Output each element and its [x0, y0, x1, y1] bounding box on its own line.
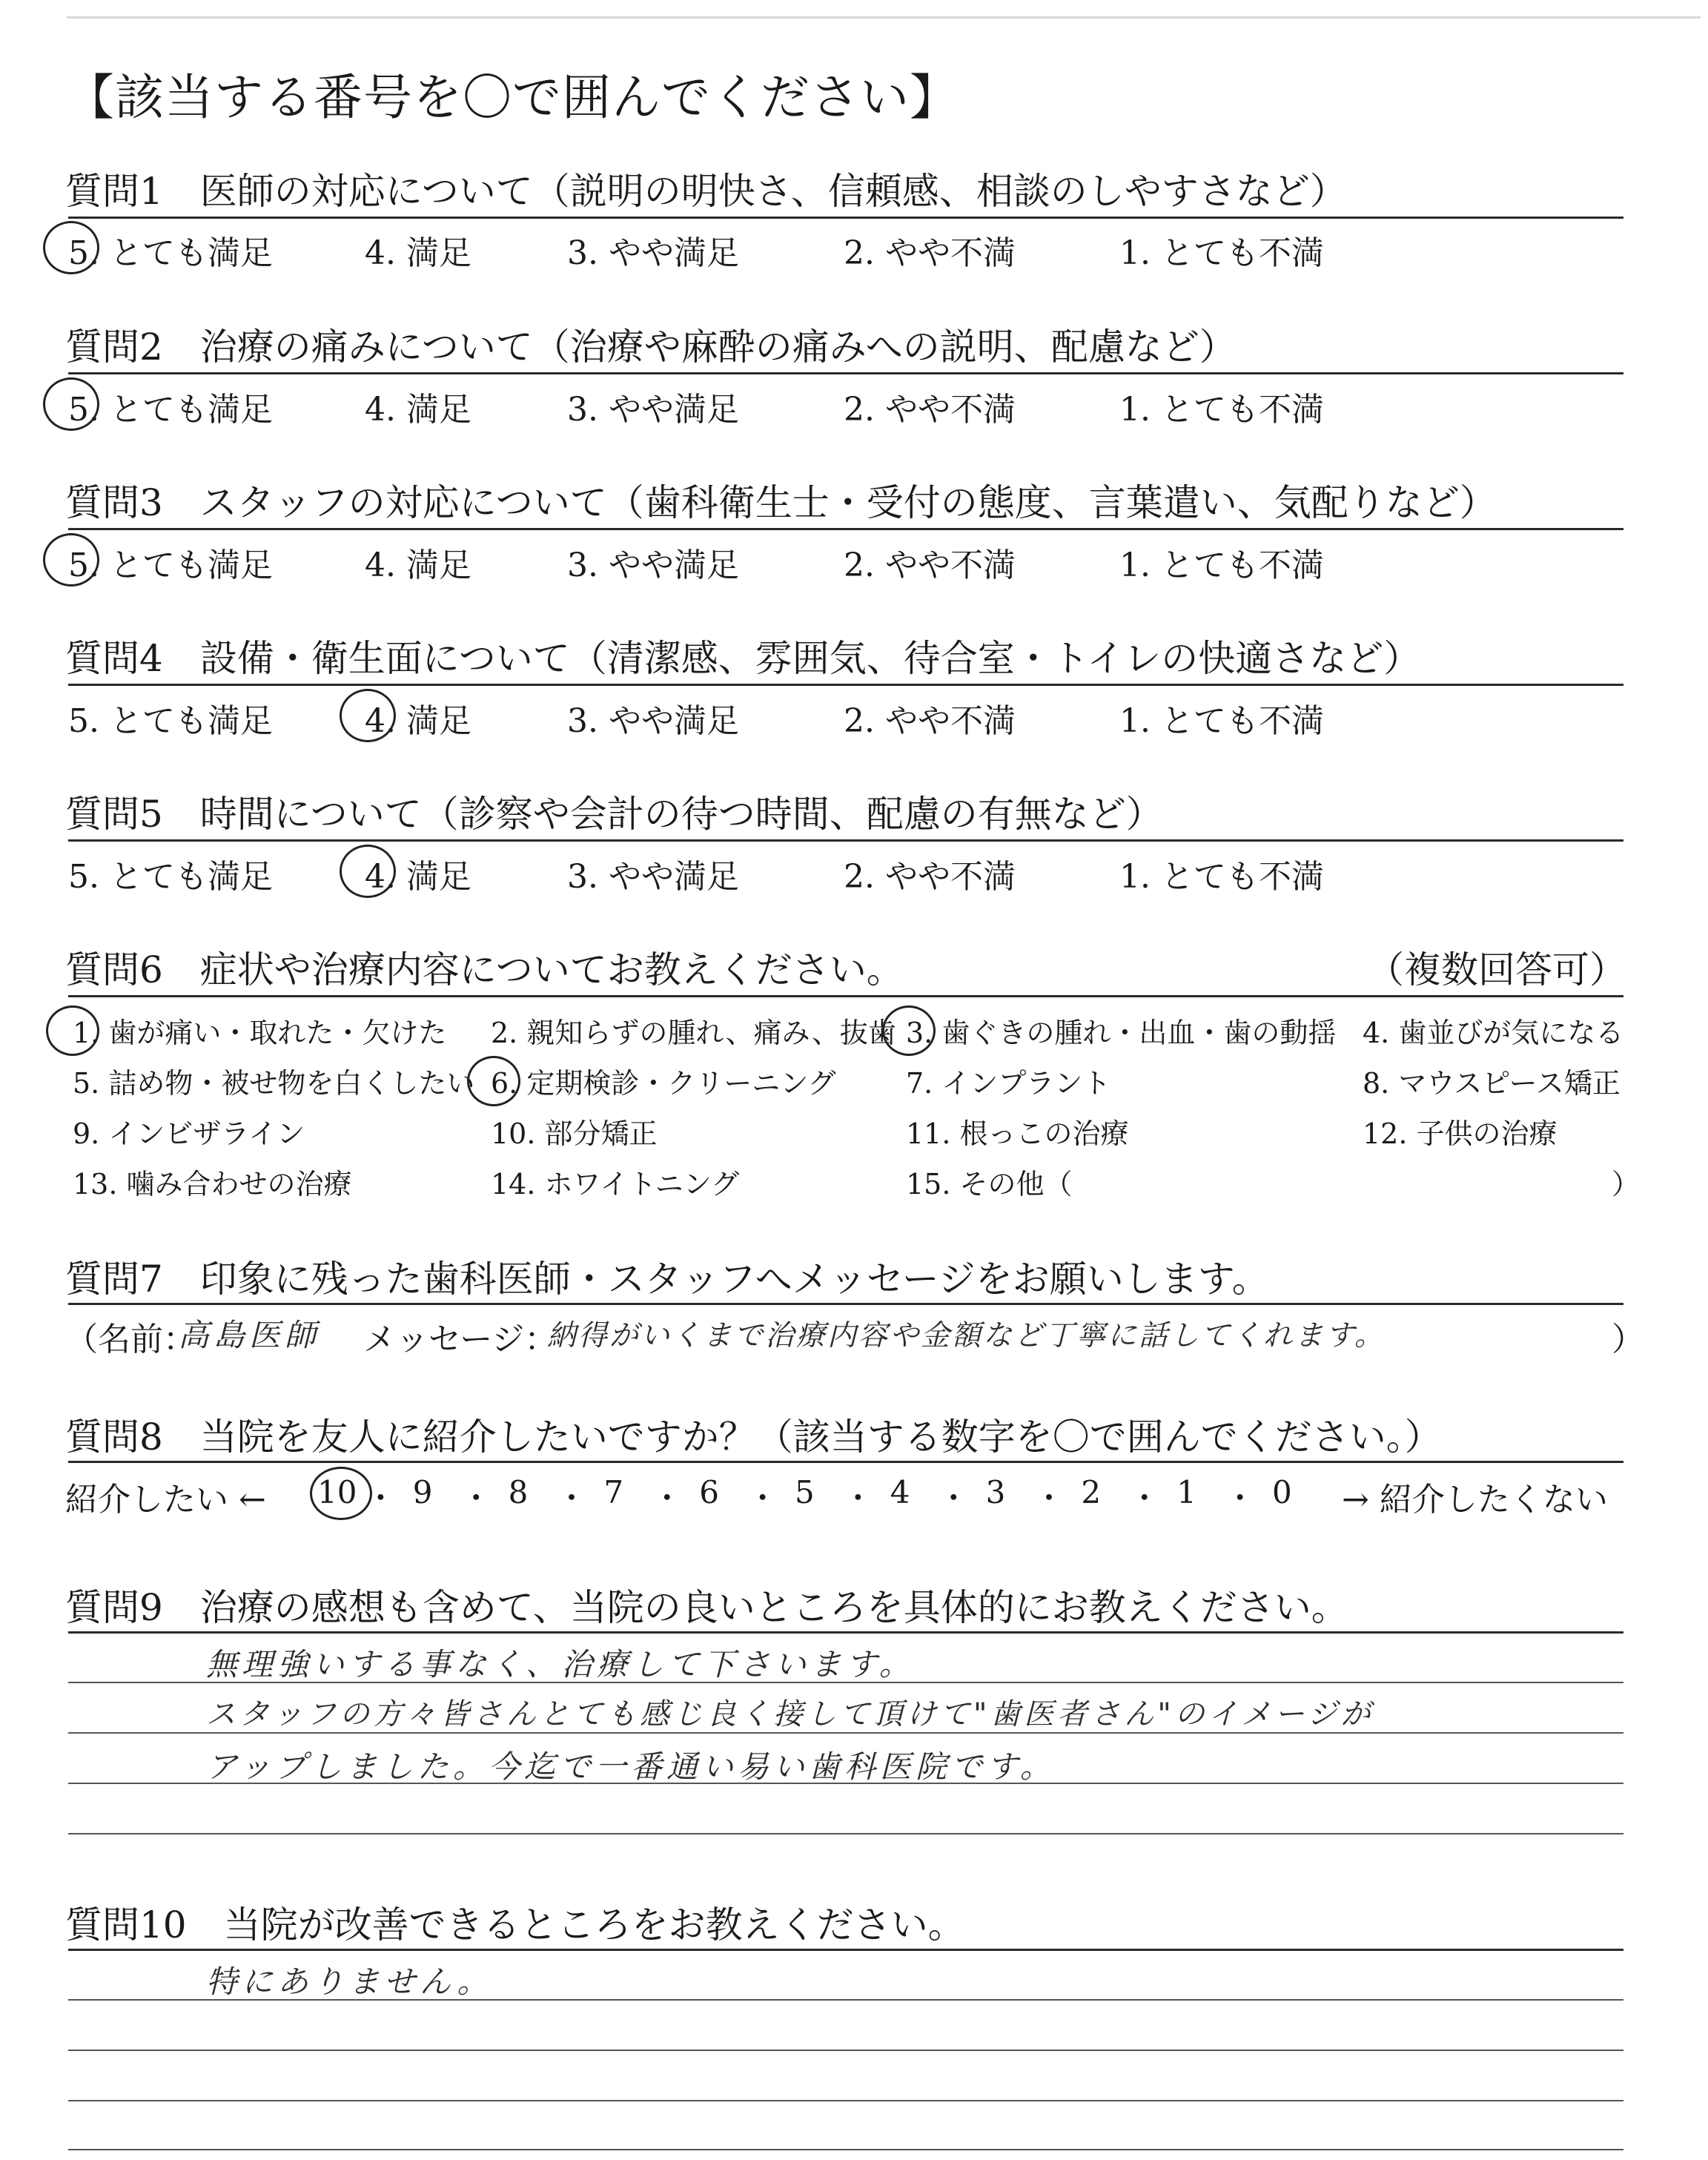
q6-option-9[interactable]: 9. インビザライン: [73, 1117, 305, 1150]
q1-option-3[interactable]: 3. やや満足: [567, 234, 739, 272]
q8-right-label: → 紹介したくない: [1342, 1481, 1608, 1519]
q4-heading: 質問4 設備・衛生面について（清潔感、雰囲気、待合室・トイレの快適さなど）: [65, 637, 1421, 680]
q9-line-rule-4: [68, 1833, 1623, 1834]
q5-rule: [68, 839, 1623, 842]
q6-heading: 質問6 症状や治療内容についてお教えください。: [65, 948, 904, 991]
q9-rule: [68, 1631, 1623, 1634]
q3-option-3[interactable]: 3. やや満足: [567, 546, 739, 584]
q8-scale-value-1[interactable]: 1: [1176, 1474, 1196, 1510]
q8-scale-value-8[interactable]: 8: [508, 1474, 529, 1510]
q9-answer-line-2[interactable]: スタッフの方々皆さんとても感じ良く接して頂けて"歯医者さん"のイメージが: [206, 1697, 1374, 1731]
q1-option-1[interactable]: 1. とても不満: [1119, 234, 1324, 272]
q6-option-8[interactable]: 8. マウスピース矯正: [1363, 1067, 1621, 1100]
q5-selection-circle: [340, 845, 396, 898]
q4-option-5[interactable]: 5. とても満足: [68, 702, 273, 740]
q8-scale-separator: ・: [938, 1480, 970, 1516]
q7-heading: 質問7 印象に残った歯科医師・スタッフへメッセージをお願いします。: [65, 1258, 1269, 1301]
q5-option-5[interactable]: 5. とても満足: [68, 858, 273, 896]
q8-scale-value-3[interactable]: 3: [985, 1474, 1006, 1510]
q6-option-2[interactable]: 2. 親知らずの腫れ、痛み、抜歯: [491, 1017, 896, 1049]
q7-close: ）: [1612, 1321, 1644, 1358]
q1-heading: 質問1 医師の対応について（説明の明快さ、信頼感、相談のしやすさなど）: [65, 170, 1347, 213]
q3-option-2[interactable]: 2. やや不満: [844, 546, 1016, 584]
q5-heading: 質問5 時間について（診察や会計の待つ時間、配慮の有無など）: [65, 793, 1163, 836]
q6-option-15[interactable]: 15. その他（: [906, 1168, 1073, 1200]
q2-heading: 質問2 治療の痛みについて（治療や麻酔の痛みへの説明、配慮など）: [65, 326, 1237, 369]
q8-heading: 質問8 当院を友人に紹介したいですか？（該当する数字を〇で囲んでください。）: [65, 1416, 1442, 1459]
q7-message-label: メッセージ：: [363, 1321, 557, 1358]
q9-answer-line-3[interactable]: アップしました。今迄で一番通い易い歯科医院です。: [206, 1748, 1056, 1785]
q8-scale-value-2[interactable]: 2: [1081, 1474, 1102, 1510]
q9-answer-line-1[interactable]: 無理強いする事なく、治療して下さいます。: [206, 1646, 915, 1682]
q5-option-3[interactable]: 3. やや満足: [567, 858, 739, 896]
q8-scale-value-6[interactable]: 6: [699, 1474, 719, 1510]
q5-option-2[interactable]: 2. やや不満: [844, 858, 1016, 896]
q7-message-value[interactable]: 納得がいくまで治療内容や金額など丁寧に話してくれます。: [547, 1319, 1386, 1353]
q6-option-12[interactable]: 12. 子供の治療: [1363, 1117, 1558, 1150]
top-border: [67, 16, 1701, 19]
q10-line-rule-2: [68, 2050, 1623, 2051]
q8-scale-value-7[interactable]: 7: [603, 1474, 624, 1510]
q10-rule: [68, 1949, 1623, 1951]
q6-selection-circle-1: [46, 1005, 99, 1056]
q10-heading: 質問10 当院が改善できるところをお教えください。: [65, 1903, 965, 1946]
q8-scale-separator: ・: [1128, 1480, 1160, 1516]
q9-heading: 質問9 治療の感想も含めて、当院の良いところを具体的にお教えください。: [65, 1586, 1348, 1629]
q3-selection-circle: [43, 533, 99, 587]
q6-option-14[interactable]: 14. ホワイトニング: [491, 1168, 740, 1200]
q4-selection-circle: [340, 689, 396, 742]
q6-option-3[interactable]: 3. 歯ぐきの腫れ・出血・歯の動揺: [906, 1017, 1337, 1049]
q2-option-5[interactable]: 5. とても満足: [68, 391, 273, 429]
q10-answer-line-1[interactable]: 特にありません。: [206, 1964, 493, 2000]
q8-scale-separator: ・: [1224, 1480, 1256, 1516]
q4-rule: [68, 684, 1623, 686]
q7-name-value[interactable]: 高島医師: [178, 1317, 321, 1353]
q6-option-7[interactable]: 7. インプラント: [906, 1067, 1111, 1100]
q6-option-1[interactable]: 1. 歯が痛い・取れた・欠けた: [73, 1017, 447, 1049]
q3-option-5[interactable]: 5. とても満足: [68, 546, 273, 584]
q8-left-label: 紹介したい ←: [65, 1481, 266, 1519]
q1-option-4[interactable]: 4. 満足: [365, 234, 471, 272]
q4-option-3[interactable]: 3. やや満足: [567, 702, 739, 740]
q8-scale-value-4[interactable]: 4: [890, 1474, 910, 1510]
q8-scale-separator: ・: [842, 1480, 874, 1516]
q2-option-1[interactable]: 1. とても不満: [1119, 391, 1324, 429]
q6-note: （複数回答可）: [1367, 948, 1626, 991]
q8-scale-separator: ・: [1033, 1480, 1065, 1516]
q10-line-rule-4: [68, 2149, 1623, 2150]
q6-selection-circle-6: [467, 1056, 520, 1106]
q1-option-5[interactable]: 5. とても満足: [68, 234, 273, 272]
q1-rule: [68, 217, 1623, 219]
q1-selection-circle: [43, 221, 99, 274]
q2-rule: [68, 372, 1623, 374]
q7-rule: [68, 1303, 1623, 1305]
q8-scale-value-0[interactable]: 0: [1272, 1474, 1292, 1510]
q4-option-1[interactable]: 1. とても不満: [1119, 702, 1324, 740]
q2-option-2[interactable]: 2. やや不満: [844, 391, 1016, 429]
q8-scale-value-5[interactable]: 5: [795, 1474, 815, 1510]
q6-other-close: ）: [1612, 1168, 1641, 1200]
q3-option-1[interactable]: 1. とても不満: [1119, 546, 1324, 584]
q8-rule: [68, 1461, 1623, 1463]
q2-selection-circle: [43, 377, 99, 431]
q6-option-10[interactable]: 10. 部分矯正: [491, 1117, 658, 1150]
q8-scale-separator: ・: [460, 1480, 492, 1516]
q8-scale-value-10[interactable]: 10: [317, 1474, 357, 1510]
q6-option-13[interactable]: 13. 噛み合わせの治療: [73, 1168, 352, 1200]
q6-rule: [68, 995, 1623, 997]
q5-option-1[interactable]: 1. とても不満: [1119, 858, 1324, 896]
page-title: 【該当する番号を〇で囲んでください】: [65, 69, 959, 126]
q5-option-4[interactable]: 4. 満足: [365, 858, 471, 896]
q1-option-2[interactable]: 2. やや不満: [844, 234, 1016, 272]
q8-scale-value-9[interactable]: 9: [412, 1474, 433, 1510]
q6-option-5[interactable]: 5. 詰め物・被せ物を白くしたい: [73, 1067, 475, 1100]
q7-name-label: （名前：: [65, 1321, 196, 1358]
q4-option-4[interactable]: 4. 満足: [365, 702, 471, 740]
q2-option-4[interactable]: 4. 満足: [365, 391, 471, 429]
q3-option-4[interactable]: 4. 満足: [365, 546, 471, 584]
q8-scale-separator: ・: [365, 1480, 397, 1516]
q6-option-6[interactable]: 6. 定期検診・クリーニング: [491, 1067, 836, 1100]
q8-selection-circle: [310, 1467, 372, 1520]
q8-scale-separator: ・: [651, 1480, 683, 1516]
q3-heading: 質問3 スタッフの対応について（歯科衛生士・受付の態度、言葉遣い、気配りなど）: [65, 481, 1497, 524]
q8-scale-separator: ・: [747, 1480, 778, 1516]
q3-rule: [68, 528, 1623, 530]
q2-option-3[interactable]: 3. やや満足: [567, 391, 739, 429]
q10-line-rule-3: [68, 2100, 1623, 2101]
q6-option-11[interactable]: 11. 根っこの治療: [906, 1117, 1129, 1150]
q4-option-2[interactable]: 2. やや不満: [844, 702, 1016, 740]
q8-scale-separator: ・: [556, 1480, 588, 1516]
q6-selection-circle-3: [882, 1005, 936, 1056]
q6-option-4[interactable]: 4. 歯並びが気になる: [1363, 1017, 1624, 1049]
